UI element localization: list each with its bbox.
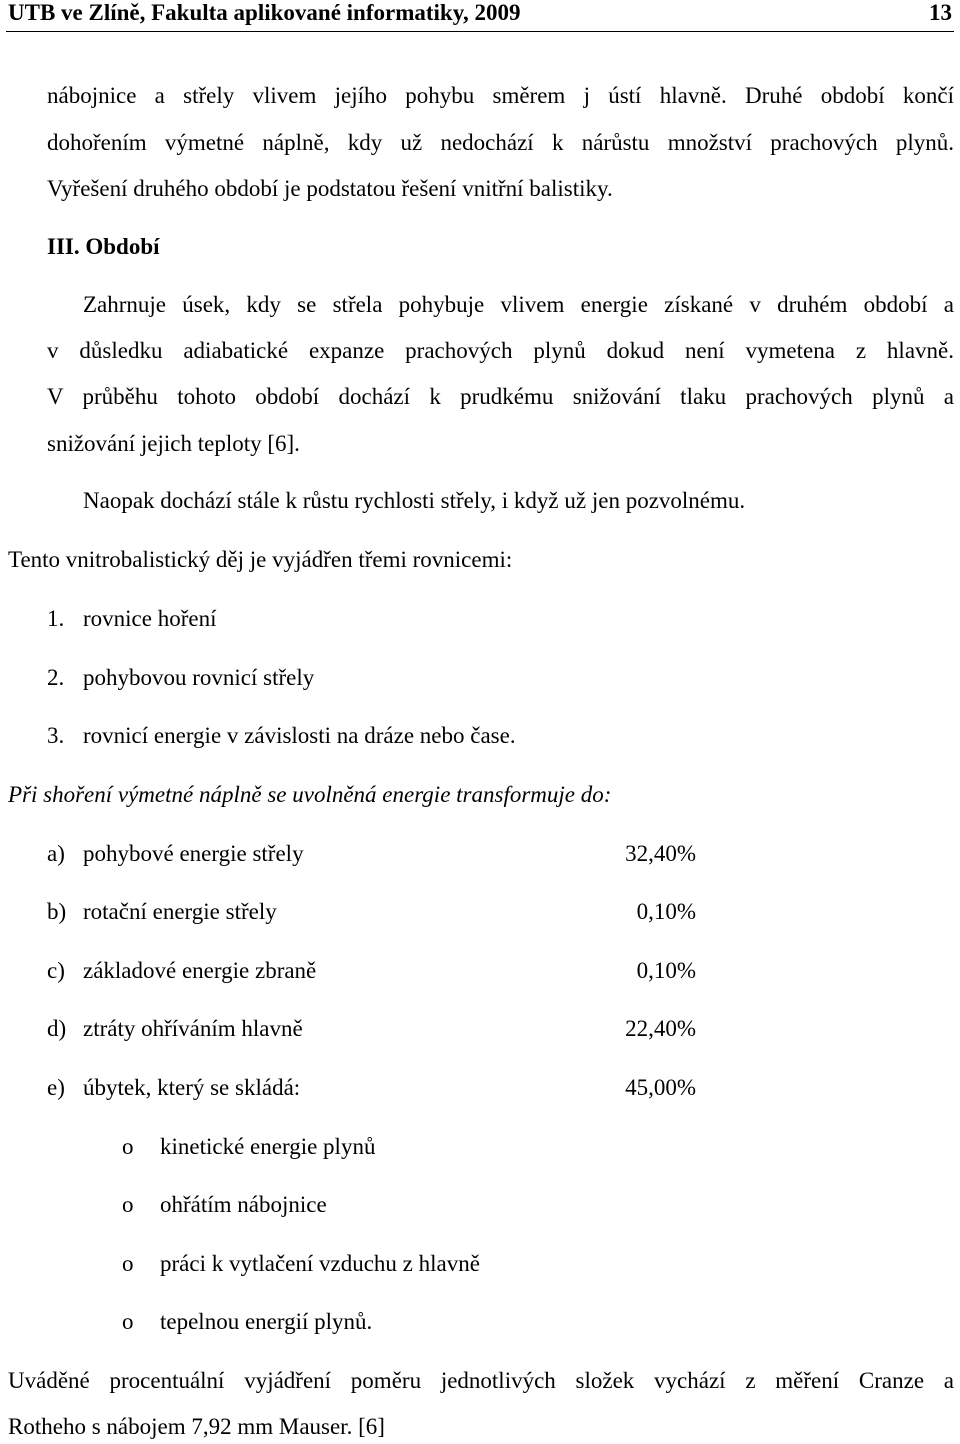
running-header-title: UTB ve Zlíně, Fakulta aplikované informatiky, 2009 [8,0,521,25]
equation-number: 3. [47,723,65,748]
energy-item-value: 22,40% [625,1016,696,1041]
paragraph1-line-4: snižování jejich teploty [6]. [47,431,300,456]
page-number: 13 [929,0,952,25]
energy-item-value: 0,10% [636,899,696,924]
bullet-marker: o [122,1309,134,1334]
sub-item-text: kinetické energie plynů [160,1134,376,1159]
energy-intro: Při shoření výmetné náplně se uvolněná energie transformuje do: [8,782,612,807]
bullet-marker: o [122,1134,134,1159]
bullet-marker: o [122,1251,134,1276]
energy-item-text: rotační energie střely [83,899,277,924]
sub-item-text: práci k vytlačení vzduchu z hlavně [160,1251,480,1276]
paragraph1-line-1: Zahrnuje úsek, kdy se střela pohybuje vlivem energie získané v druhém období a [83,292,954,317]
energy-item-value: 0,10% [636,958,696,983]
paragraph1-line-2: v důsledku adiabatické expanze prachových plynů dokud není vymetena z hlavně. [47,338,954,363]
energy-item-text: úbytek, který se skládá: [83,1075,301,1100]
energy-item-value: 32,40% [625,841,696,866]
header-divider [6,31,954,32]
energy-item-text: základové energie zbraně [83,958,317,983]
equation-text: rovnice hoření [83,606,217,631]
paragraph2-line-1: Naopak dochází stále k růstu rychlosti střely, i když už jen pozvolnému. [83,488,746,513]
closing-line-1: Uváděné procentuální vyjádření poměru jednotlivých složek vychází z měření Cranze a [8,1368,954,1393]
energy-item-label: d) [47,1016,67,1041]
equation-text: rovnicí energie v závislosti na dráze nebo čase. [83,723,516,748]
energy-item-label: c) [47,958,65,983]
sub-item-text: tepelnou energií plynů. [160,1309,373,1334]
energy-item-text: ztráty ohříváním hlavně [83,1016,303,1041]
bullet-marker: o [122,1192,134,1217]
equations-intro: Tento vnitrobalistický děj je vyjádřen třemi rovnicemi: [8,547,513,572]
section-heading: III. Období [47,234,160,259]
energy-item-value: 45,00% [625,1075,696,1100]
equation-number: 2. [47,665,65,690]
energy-item-text: pohybové energie střely [83,841,304,866]
equation-text: pohybovou rovnicí střely [83,665,315,690]
intro-line-1: nábojnice a střely vlivem jejího pohybu směrem j ústí hlavně. Druhé období končí [47,83,954,108]
paragraph1-line-3: V průběhu tohoto období dochází k prudkému snižování tlaku prachových plynů a [47,384,954,409]
sub-item-text: ohřátím nábojnice [160,1192,327,1217]
energy-item-label: b) [47,899,67,924]
energy-item-label: a) [47,841,65,866]
equation-number: 1. [47,606,65,631]
energy-item-label: e) [47,1075,65,1100]
intro-line-2: dohořením výmetné náplně, kdy už nedochází k nárůstu množství prachových plynů. [47,130,954,155]
intro-line-3: Vyřešení druhého období je podstatou řešení vnitřní balistiky. [47,176,613,201]
closing-line-2: Rotheho s nábojem 7,92 mm Mauser. [6] [8,1414,385,1439]
